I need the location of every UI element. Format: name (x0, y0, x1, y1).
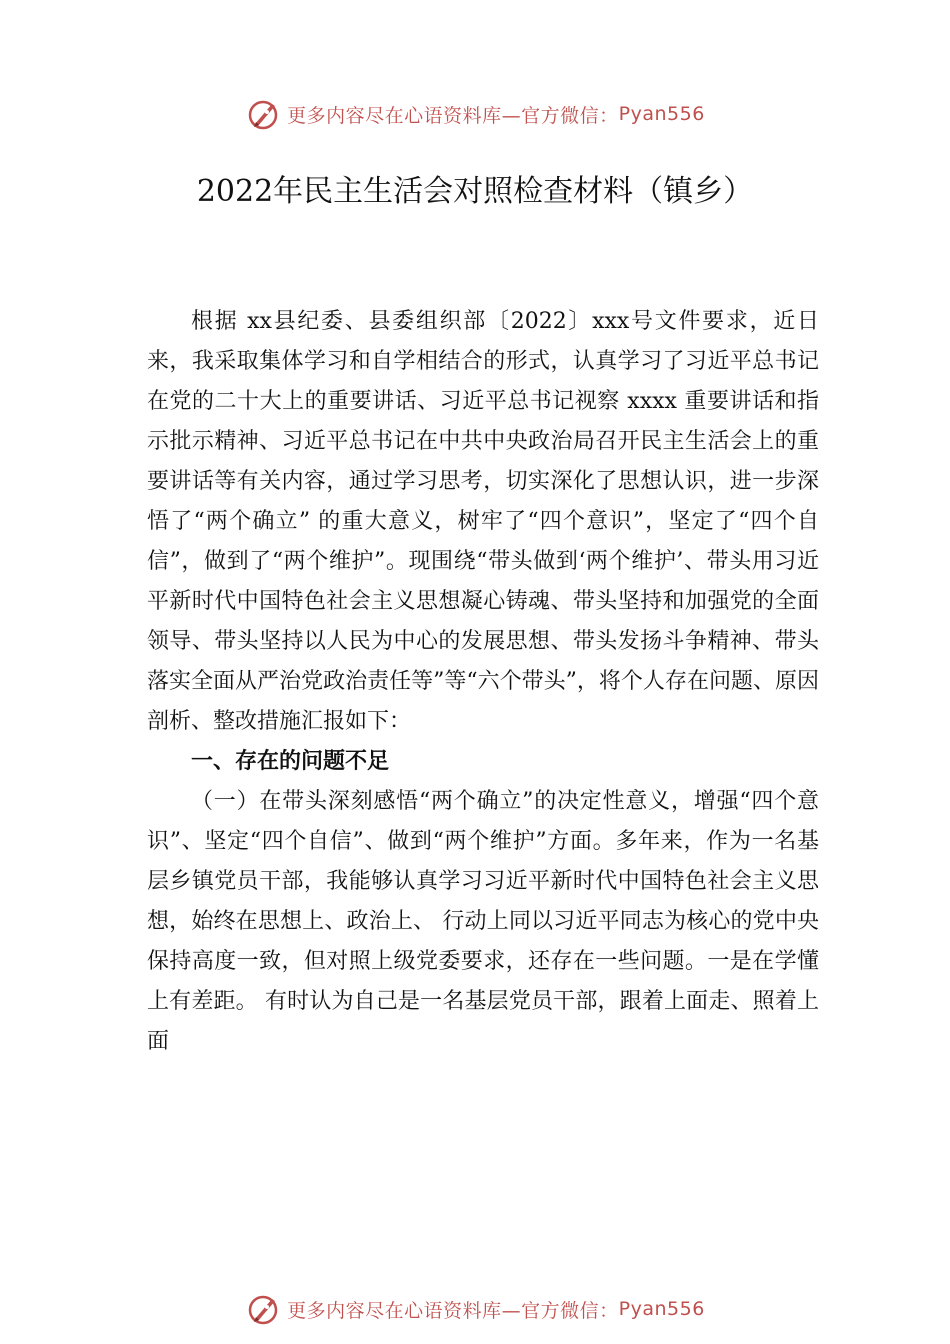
watermark-wechat-id: Pyan556 (618, 1298, 705, 1320)
document-title: 2022年民主生活会对照检查材料（镇乡） (196, 174, 754, 209)
watermark-wechat-id: Pyan556 (618, 103, 705, 125)
section-paragraph: （一）在带头深刻感悟“两个确立”的决定性意义，增强“四个意识”、坚定“四个自信”、做到“两个维护”方面。多年来，作为一名基层乡镇党员干部，我能够认真学习习近平新时代中国特色社会主义思想，始终在思想上、政治上、 行动上同以习近平同志为核心的党中央保持高度一致，但对照上级党委要求，还存在一些问题。一是在学懂上有差距。 有时认为自己是一名基层党员干部，跟着上面走、照着上面 (147, 789, 819, 1054)
watermark-text: 更多内容尽在心语资料库—官方微信： (287, 1299, 619, 1322)
pen-in-circle-logo-icon (245, 96, 281, 132)
section-heading: 一、存在的问题不足 (191, 749, 390, 774)
watermark-text: 更多内容尽在心语资料库—官方微信： (287, 104, 619, 127)
watermark-header (0, 94, 950, 134)
document-body (147, 302, 819, 1062)
intro-paragraph: 根据 xx县纪委、县委组织部〔2022〕xxx号文件要求，近日来，我采取集体学习和自学相结合的形式，认真学习了习近平总书记在党的二十大上的重要讲话、习近平总书记视察 xxxx 重要讲话和指示批示精神、习近平总书记在中共中央政治局召开民主生活会上的重要讲话等有关内容，通过学习思考，切实深化了思想认识，进一步深悟了“两个确立” 的重大意义，树牢了“四个意识”，坚定了“四个自信”，做到了“两个维护”。现围绕“带头做到‘两个维护’、带头用习近平新时代中国特色社会主义思想凝心铸魂、带头坚持和加强党的全面领导、带头坚持以人民为中心的发展思想、带头发扬斗争精神、带头落实全面从严治党政治责任等”等“六个带头”，将个人存在问题、原因剖析、整改措施汇报如下： (147, 309, 819, 734)
watermark-footer (0, 1289, 950, 1329)
pen-in-circle-logo-icon (245, 1291, 281, 1327)
